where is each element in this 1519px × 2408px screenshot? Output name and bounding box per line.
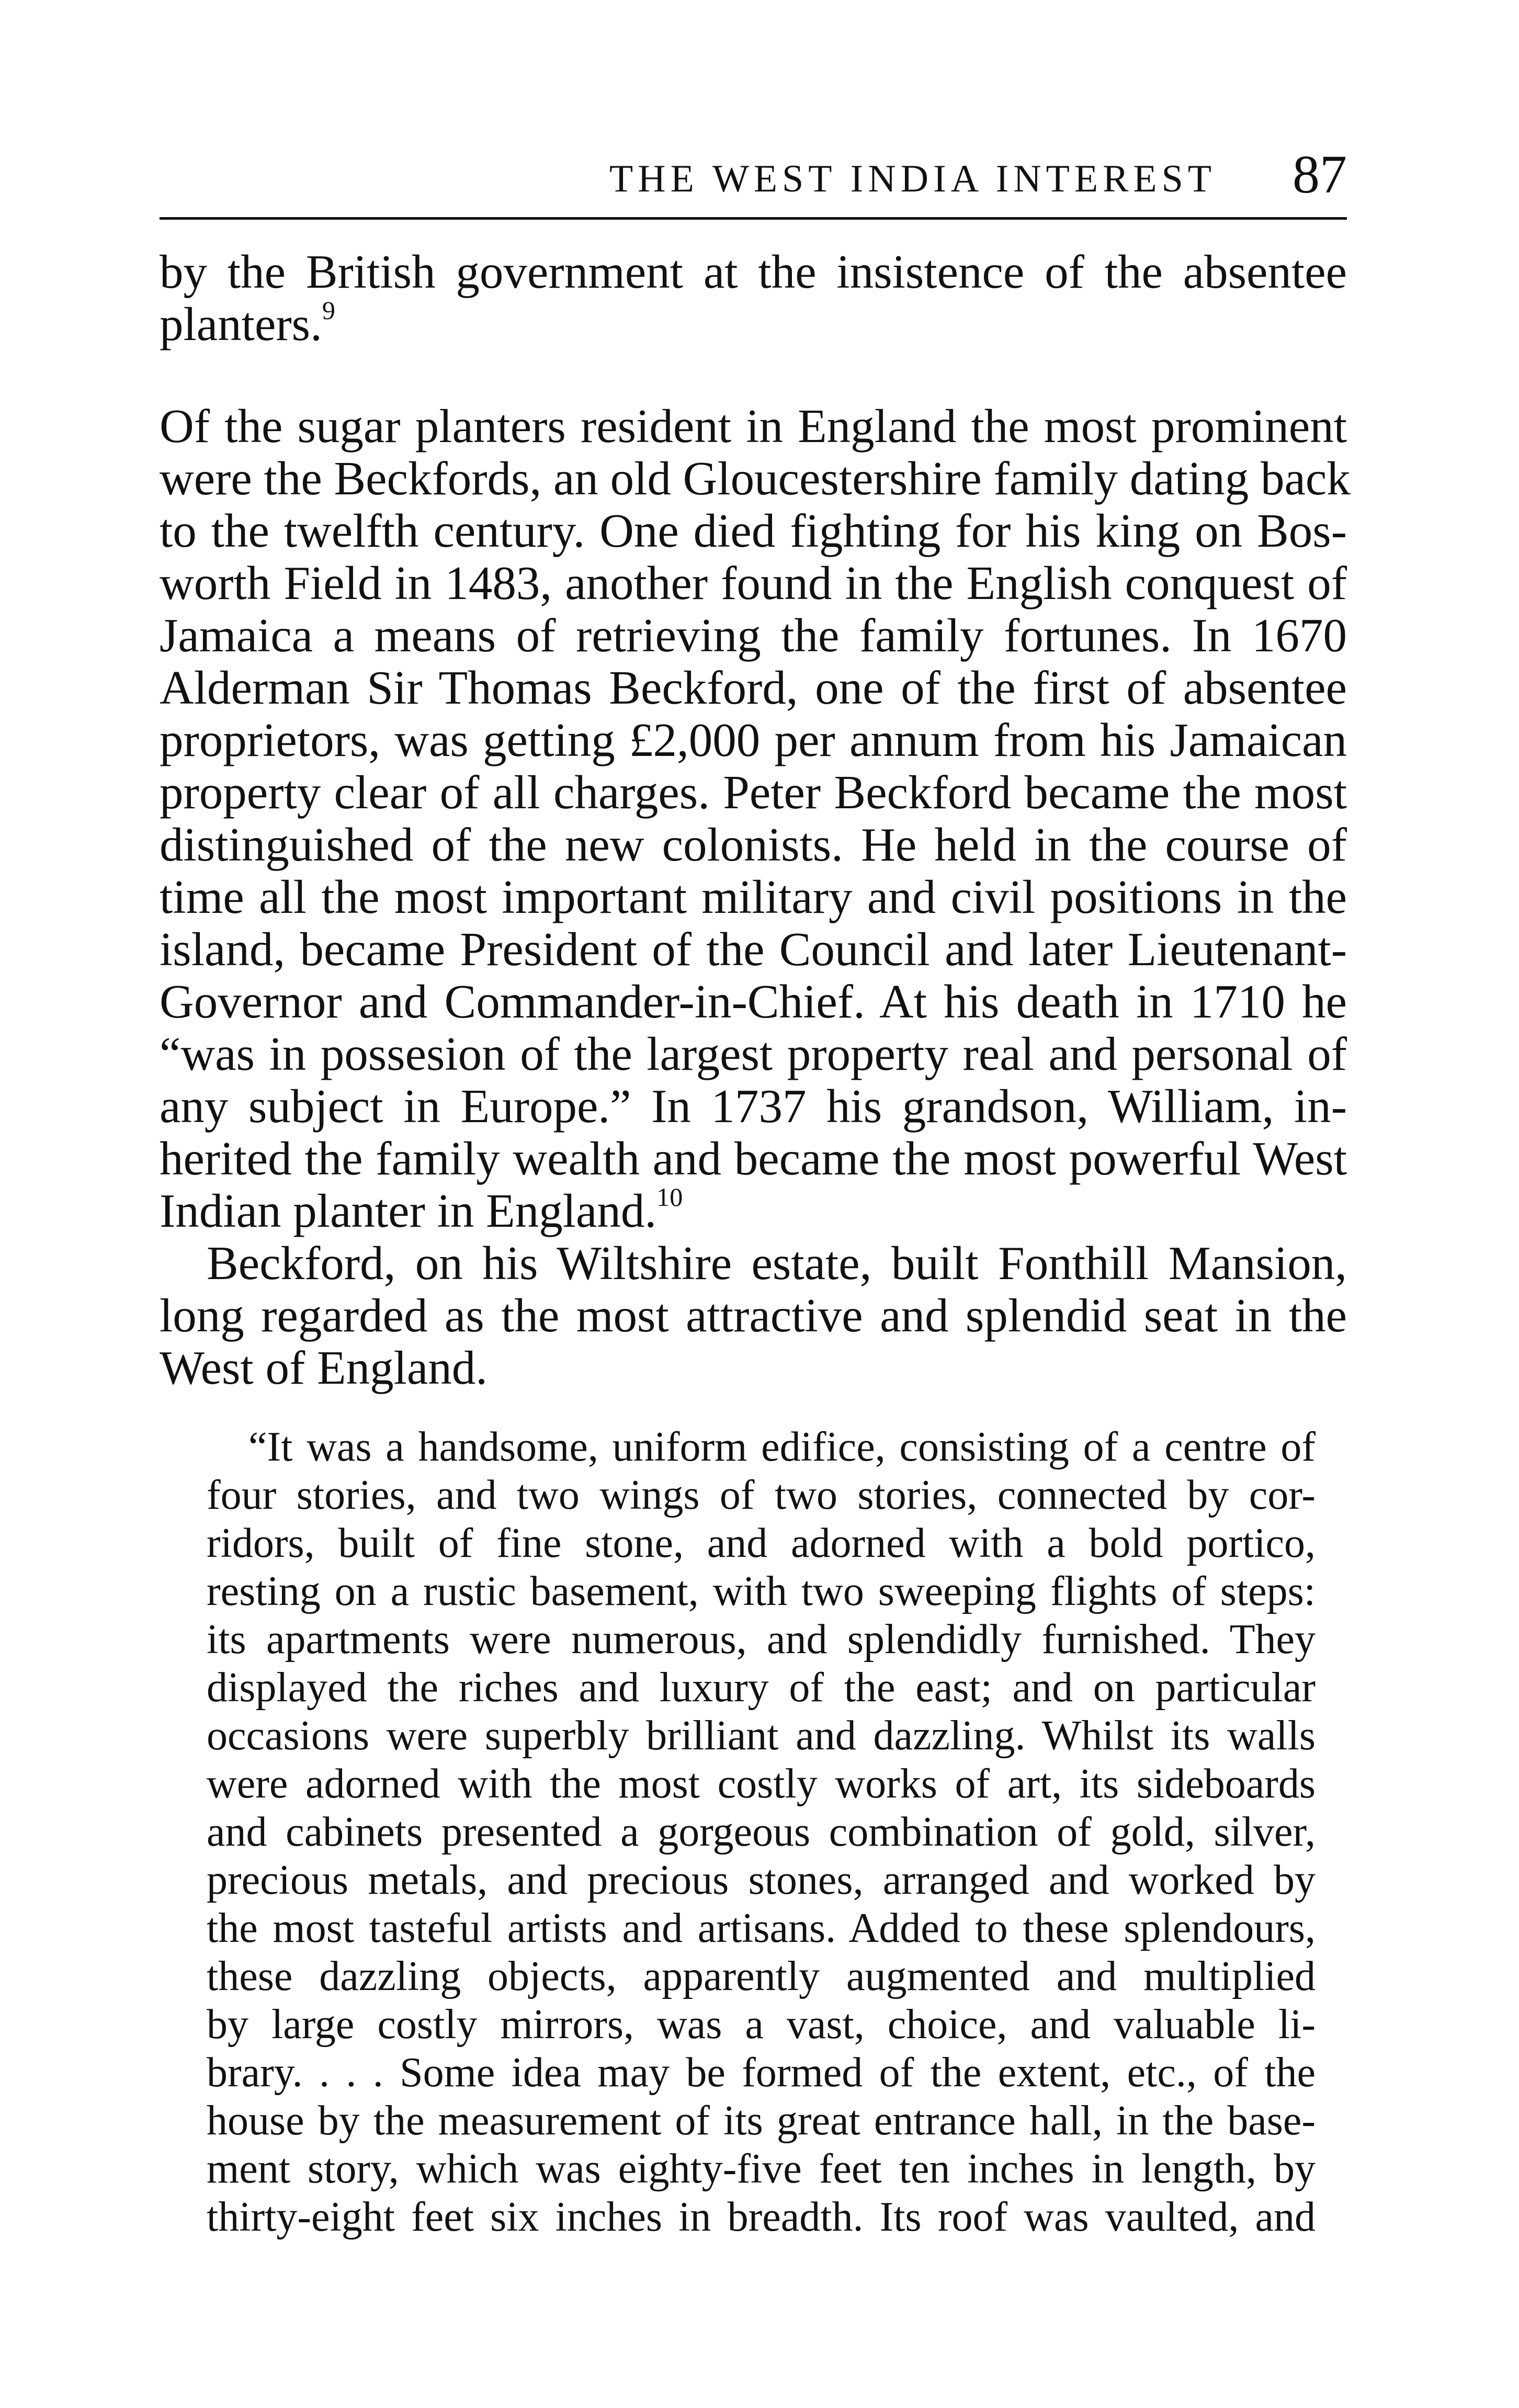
quote-line: ment story, which was eighty-five feet ten inches in length, by (207, 2146, 1316, 2192)
text-line: Beckford, on his Wiltshire estate, built Fonthill Mansion, (207, 1237, 1347, 1290)
text-line: property clear of all charges. Peter Beckford became the most (160, 766, 1347, 819)
quote-line: were adorned with the most costly works of art, its sideboards (207, 1761, 1316, 1807)
text-line: herited the family wealth and became the most powerful West (160, 1132, 1347, 1185)
quote-line: by large costly mirrors, was a vast, choice, and valuable li- (207, 2002, 1316, 2048)
text-line: long regarded as the most attractive and splendid seat in the (160, 1289, 1347, 1342)
text-line: Indian planter in England.$^{10}$ (160, 1182, 683, 1237)
text-line: “was in possesion of the largest property real and personal of (160, 1027, 1347, 1080)
running-head: THE WEST INDIA INTEREST (609, 157, 1216, 200)
page-number: 87 (1293, 144, 1347, 205)
quote-line: four stories, and two wings of two stories, connected by cor- (207, 1472, 1316, 1518)
text-line: island, became President of the Council and later Lieutenant- (160, 923, 1347, 976)
footnote-ref: 9 (322, 295, 335, 325)
text-line: distinguished of the new colonists. He held in the course of (160, 818, 1347, 871)
text-line: planters.$^9$ (160, 295, 335, 351)
quote-line: occasions were superbly brilliant and dazzling. Whilst its walls (207, 1713, 1316, 1759)
text-line: proprietors, was getting £2,000 per annum from his Jamaican (160, 714, 1347, 766)
text-line: any subject in Europe.” In 1737 his grandson, William, in- (160, 1080, 1347, 1133)
quote-line: these dazzling objects, apparently augmented and multiplied (207, 1953, 1316, 1999)
quote-line: precious metals, and precious stones, arranged and worked by (207, 1857, 1316, 1903)
quote-line: “It was a handsome, uniform edifice, consisting of a centre of (248, 1424, 1316, 1470)
quote-line: resting on a rustic basement, with two sweeping flights of steps: (207, 1568, 1316, 1614)
footnote-ref: 10 (656, 1182, 683, 1212)
text-line: worth Field in 1483, another found in the English conquest of (160, 557, 1347, 609)
quote-line: ridors, built of fine stone, and adorned with a bold portico, (207, 1520, 1316, 1566)
quote-line: the most tasteful artists and artisans. Added to these splendours, (207, 1905, 1316, 1951)
text-line: by the British government at the insistence of the absentee (160, 245, 1347, 298)
text-line: were the Beckfords, an old Gloucestershire family dating back (160, 452, 1351, 505)
text-line: time all the most important military and civil positions in the (160, 871, 1347, 923)
quote-line: thirty-eight feet six inches in breadth. Its roof was vaulted, and (207, 2194, 1316, 2240)
text-line: Jamaica a means of retrieving the family fortunes. In 1670 (160, 609, 1347, 662)
quote-line: house by the measurement of its great entrance hall, in the base- (207, 2098, 1316, 2144)
text-line: Governor and Commander-in-Chief. At his death in 1710 he (160, 975, 1347, 1028)
page-header (160, 139, 1347, 220)
text-line: to the twelfth century. One died fighting for his king on Bos- (160, 504, 1347, 557)
quote-line: and cabinets presented a gorgeous combination of gold, silver, (207, 1809, 1316, 1855)
quote-line: displayed the riches and luxury of the east; and on particular (207, 1665, 1316, 1711)
quote-line: brary. . . . Some idea may be formed of the extent, etc., of the (207, 2050, 1316, 2096)
text-line: West of England. (160, 1341, 488, 1394)
text-line: Of the sugar planters resident in England the most prominent (160, 400, 1347, 453)
text-line: Alderman Sir Thomas Beckford, one of the first of absentee (160, 661, 1347, 714)
quote-line: its apartments were numerous, and splendidly furnished. They (207, 1616, 1316, 1663)
